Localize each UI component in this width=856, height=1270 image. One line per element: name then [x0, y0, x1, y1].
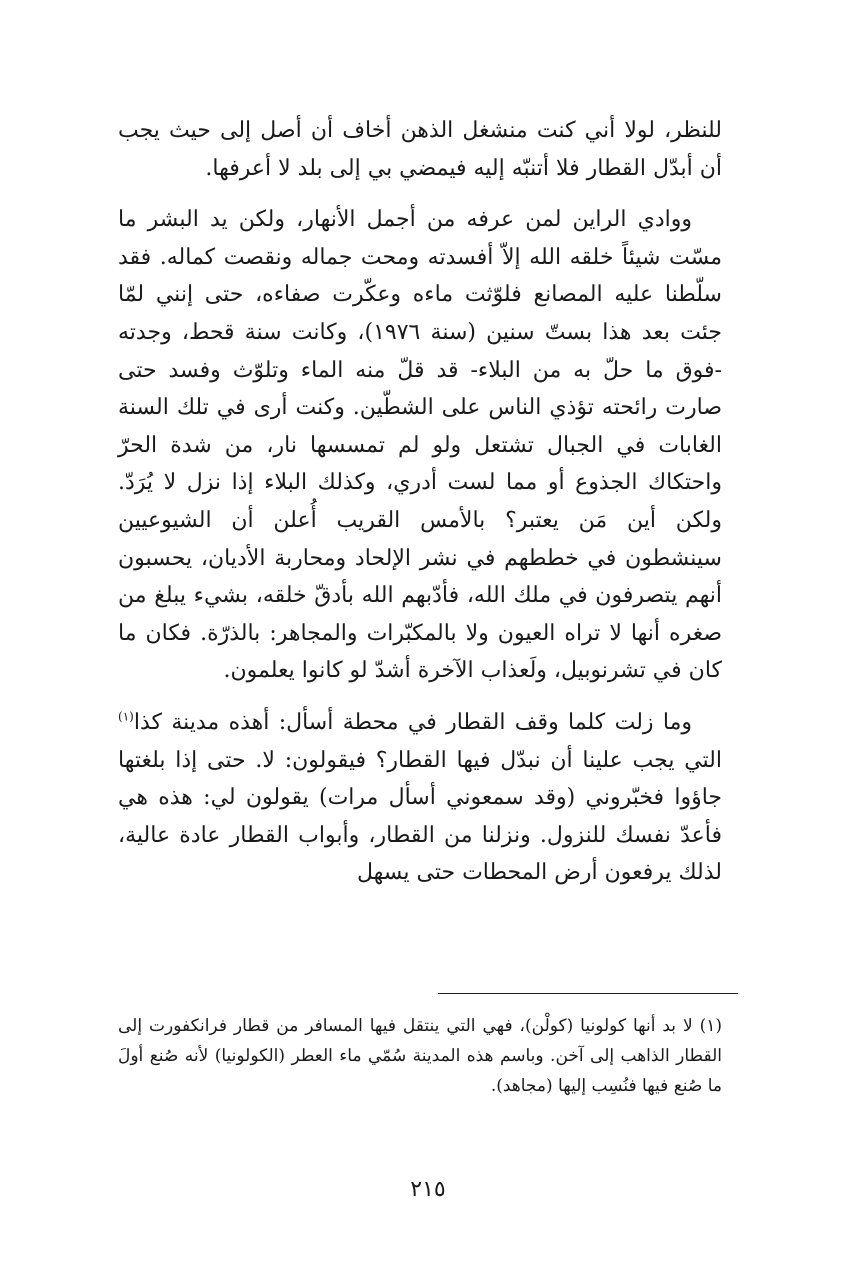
page-body — [118, 112, 722, 906]
paragraph-1: للنظر، لولا أني كنت منشغل الذهن أخاف أن أصل إلى حيث يجب أن أبدّل القطار فلا أتنبّه إليه فيمضي بي إلى بلد لا أعرفها. — [118, 118, 722, 181]
paragraph-3-start: وما زلت كلما وقف القطار في محطة أسأل: أهذه مدينة كذا — [133, 709, 692, 735]
page-number: ٢١٥ — [410, 1177, 446, 1202]
paragraph-2: ووادي الراين لمن عرفه من أجمل الأنهار، ولكن يد البشر ما مسّت شيئاً خلقه الله إلاّ أفسدته ومحت جماله ونقصت كماله. فقد سلّطنا عليه المصانع فلوّثت ماءه وعكّرت صفاءه، حتى إنني لمّا جئت بعد هذا بستّ سنين (سنة ١٩٧٦)، وكانت سنة قحط، وجدته -فوق ما حلّ به من البلاء- قد قلّ منه الماء وتلوّث وفسد حتى صارت رائحته تؤذي الناس على الشطّين. وكنت أرى في تلك السنة الغابات في الجبال تشتعل ولو لم تمسسها نار، من شدة الحرّ واحتكاك الجذوع أو مما لست أدري، وكذلك البلاء إذا نزل لا يُرَدّ. ولكن أين مَن يعتبر؟ بالأمس القريب أُعلن أن الشيوعيين سينشطون في خططهم في نشر الإلحاد ومحاربة الأديان، يحسبون أنهم يتصرفون في ملك الله، فأدّبهم الله بأدقّ خلقه، بشيء يبلغ من صغره أنها لا تراه العيون ولا بالمكبّرات والمجاهر: بالذرّة. فكان ما كان في تشرنوبيل، ولَعذاب الآخرة أشدّ لو كانوا يعلمون. — [118, 207, 722, 684]
footnote-1 — [118, 1011, 722, 1101]
main-text — [118, 112, 722, 892]
paragraph-3-rest: التي يجب علينا أن نبدّل فيها القطار؟ فيقولون: لا. حتى إذا بلغتها جاؤوا فخبّروني (وقد سمعوني أسأل مرات) يقولون لي: هذه هي فأعدّ نفسك للنزول. ونزلنا من القطار، وأبواب القطار عادة عالية، لذلك يرفعون أرض المحطات حتى يسهل — [118, 747, 722, 886]
footnote-marker-1: (١) — [699, 1016, 723, 1036]
paragraph-3 — [118, 704, 722, 892]
footnote-reference-1: (١) — [118, 709, 134, 724]
footnotes — [118, 1011, 722, 1101]
footnote-separator — [438, 993, 738, 994]
footnote-text-1: لا بد أنها كولونيا (كولْن)، فهي التي ينتقل فيها المسافر من قطار فرانكفورت إلى القطار الذاهب إلى آخن. وباسم هذه المدينة سُمّي ماء العطر (الكولونيا) لأنه صُنع أولَ ما صُنع فيها فنُسِب إليها (مجاهد). — [118, 1016, 722, 1096]
